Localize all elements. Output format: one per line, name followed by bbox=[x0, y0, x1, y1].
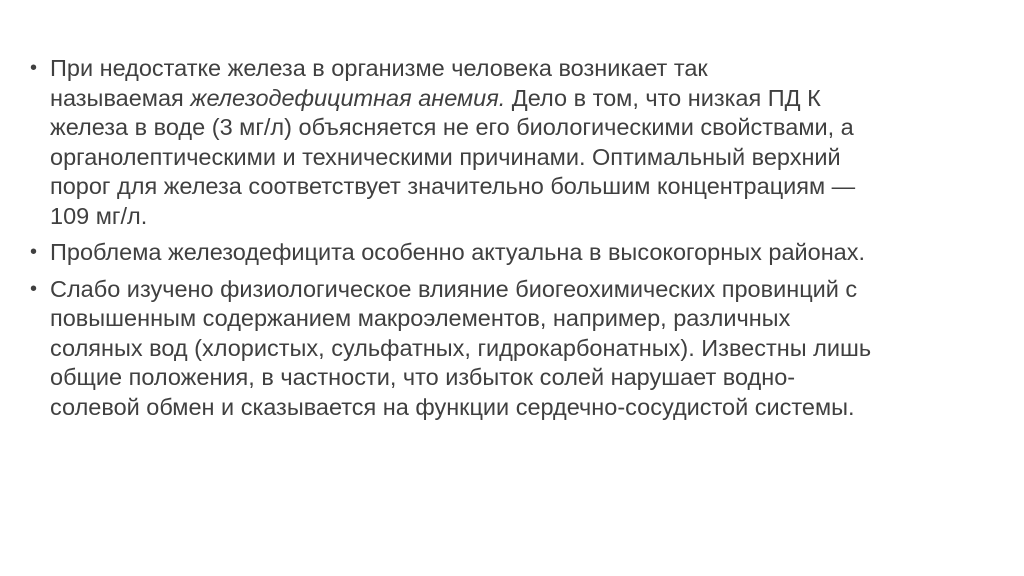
bullet-marker: • bbox=[30, 241, 38, 263]
text-line: Проблема железодефицита особенно актуальна в высокогорных районах. bbox=[50, 239, 866, 265]
bullet-item-2 bbox=[30, 238, 990, 268]
bullet-list bbox=[30, 54, 990, 429]
text-line: повышенным содержанием макроэлементов, например, различных bbox=[50, 305, 791, 331]
text-line: При недостатке железа в организме человека возникает так bbox=[50, 55, 708, 81]
text-line: солевой обмен и сказывается на функции сердечно-сосудистой системы. bbox=[50, 393, 855, 420]
text-line: железа в воде (3 мг/л) объясняется не его биологическими свойствами, а bbox=[50, 114, 854, 140]
text-line: органолептическими и техническими причинами. Оптимальный верхний bbox=[50, 143, 841, 170]
text-line: Слабо изучено физиологическое влияние биогеохимических провинций с bbox=[50, 275, 858, 302]
bullet-item-3 bbox=[30, 275, 990, 423]
text-line: порог для железа соответствует значительно большим концентрациям — bbox=[50, 173, 856, 199]
text-line: 109 мг/л. bbox=[50, 202, 148, 229]
bullet-item-1 bbox=[30, 54, 990, 231]
emphasized-term: железодефицитная анемия. bbox=[190, 84, 506, 111]
bullet-marker: • bbox=[30, 277, 38, 300]
text-line: соляных вод (хлористых, сульфатных, гидрокарбонатных). Известны лишь bbox=[50, 334, 872, 361]
text-line: называемая железодефицитная анемия. Дело в том, что низкая ПД К bbox=[50, 84, 821, 111]
text-line: общие положения, в частности, что избыток солей нарушает водно- bbox=[50, 364, 796, 390]
bullet-marker: • bbox=[30, 57, 38, 79]
